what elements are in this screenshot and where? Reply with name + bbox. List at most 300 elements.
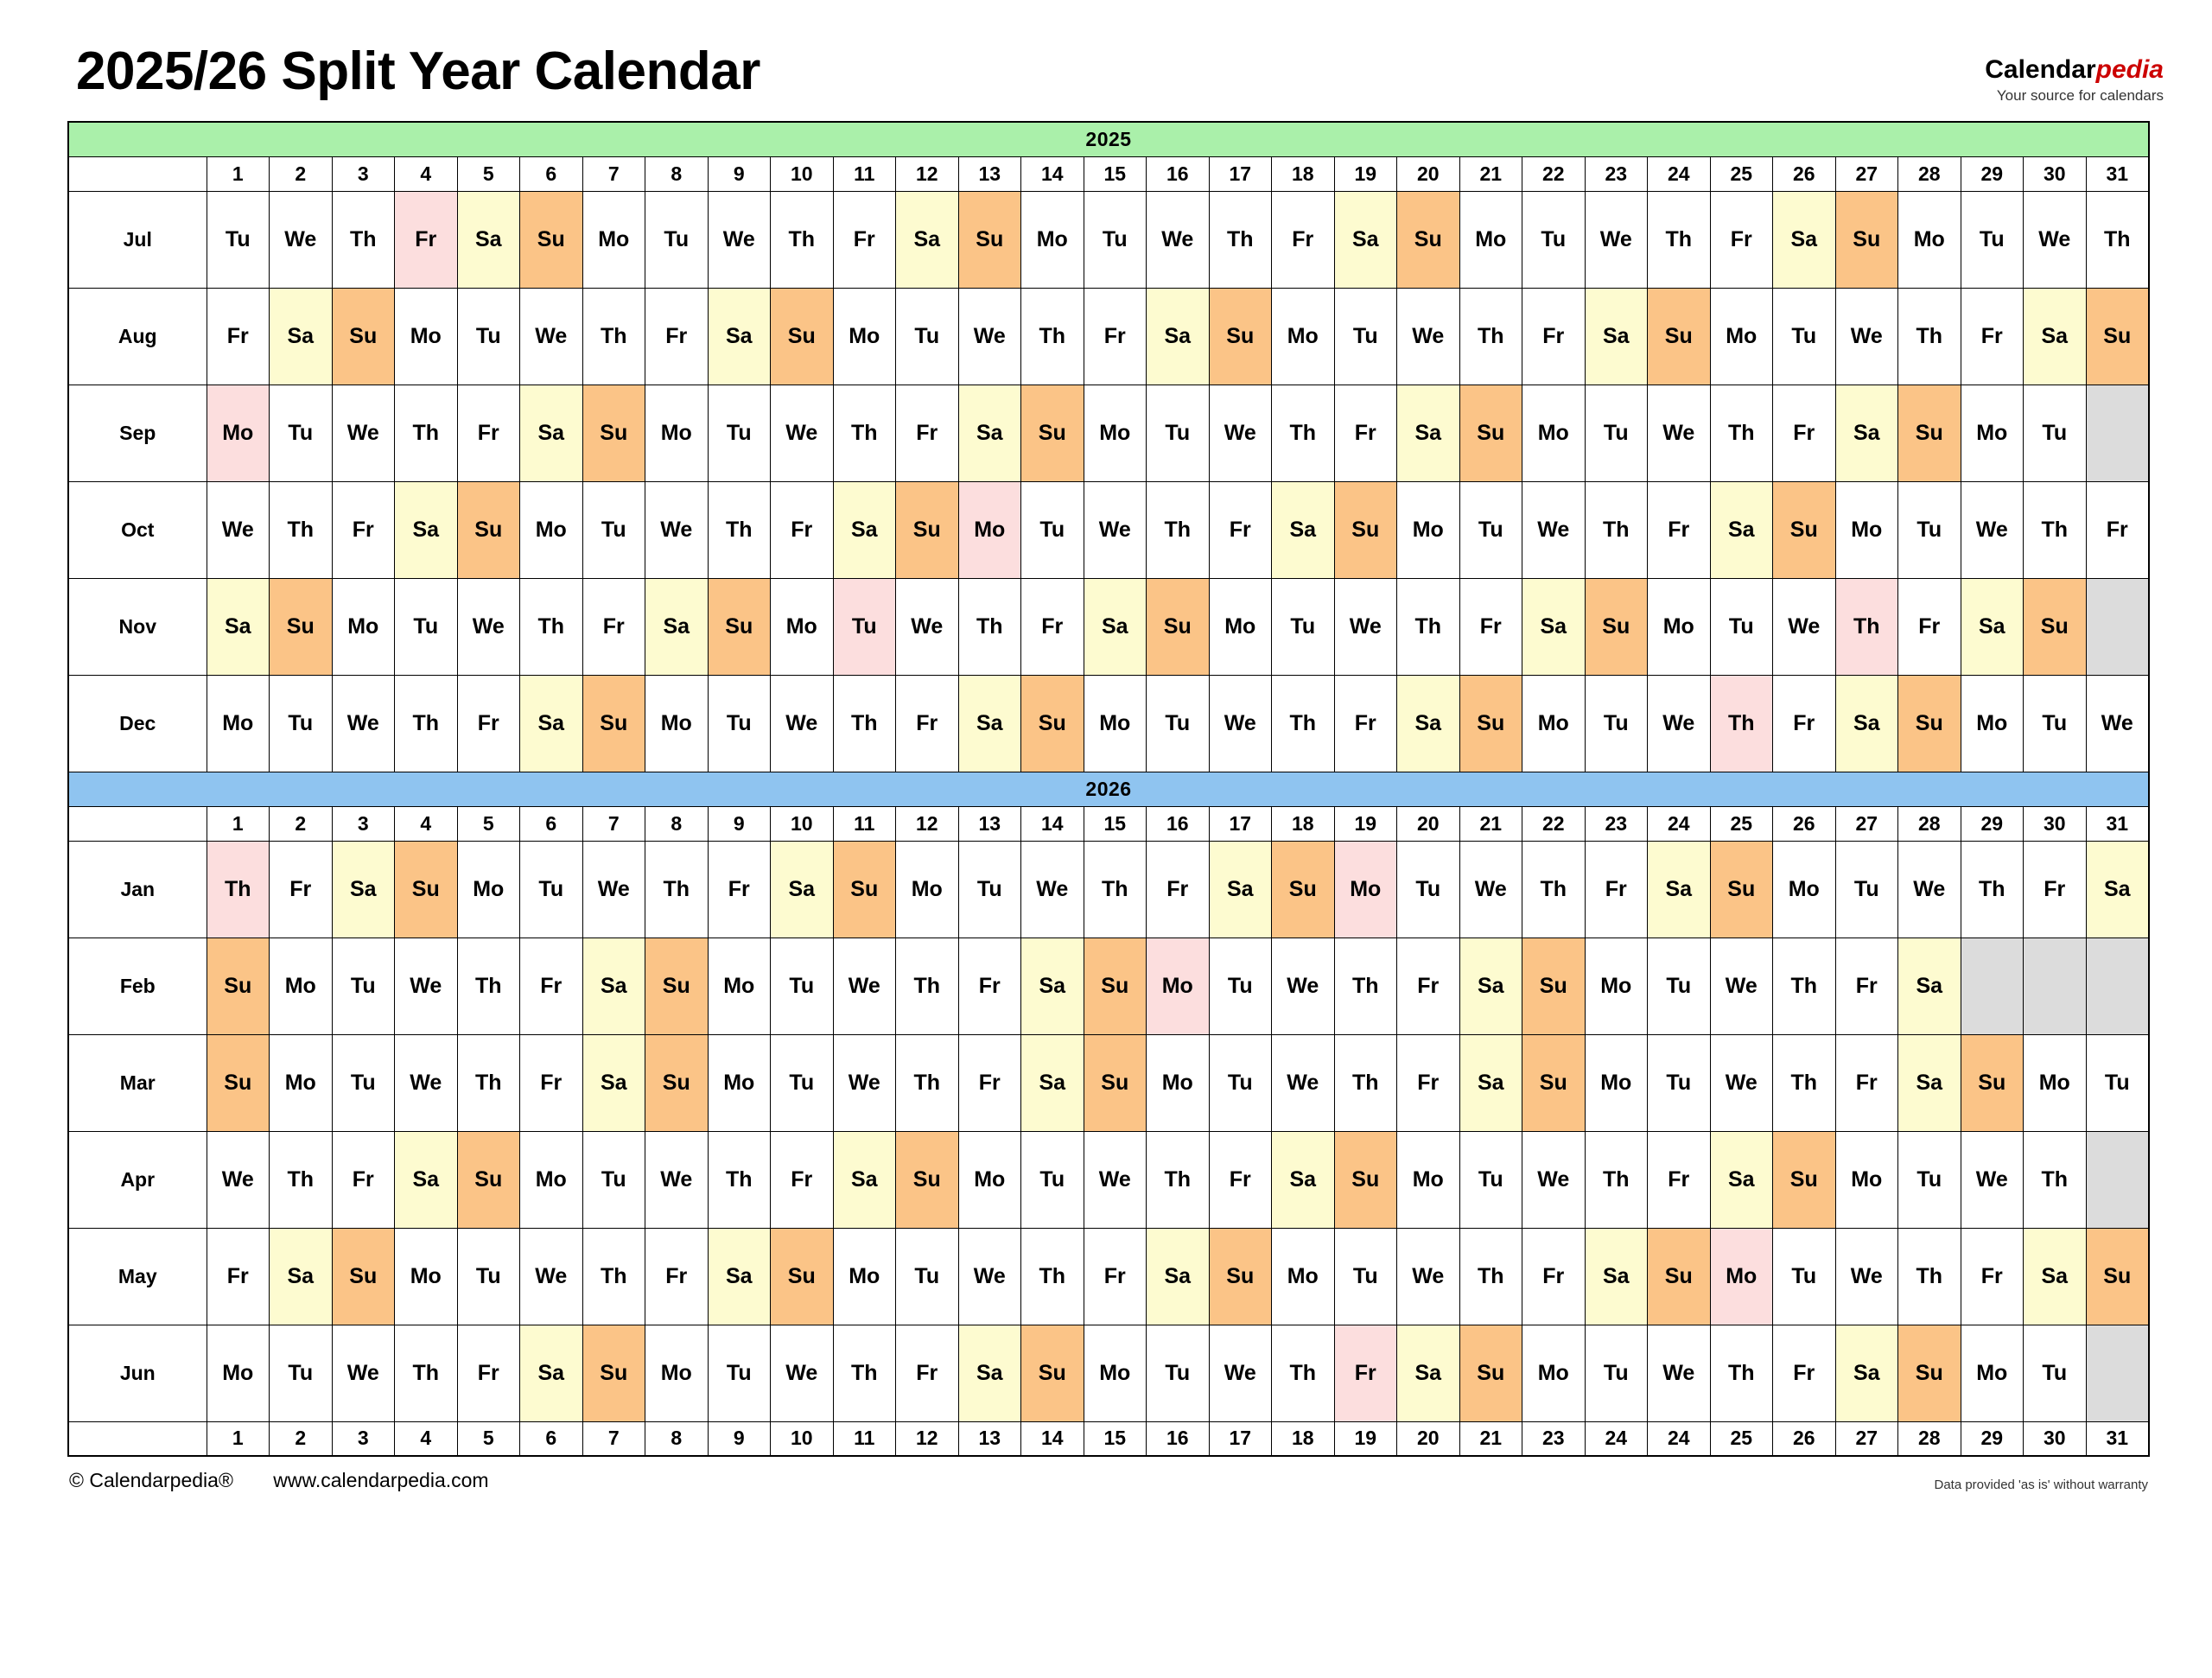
day-cell[interactable]: Th: [457, 1034, 520, 1131]
day-cell[interactable]: Mo: [332, 578, 395, 675]
day-cell[interactable]: Th: [1459, 288, 1522, 385]
day-cell[interactable]: Sa: [1522, 578, 1586, 675]
day-cell[interactable]: We: [1147, 191, 1210, 288]
day-cell[interactable]: Mo: [708, 1034, 771, 1131]
day-cell[interactable]: Mo: [520, 481, 583, 578]
day-cell[interactable]: Fr: [332, 481, 395, 578]
day-cell[interactable]: Tu: [270, 675, 333, 772]
day-cell[interactable]: Sa: [896, 191, 959, 288]
day-cell[interactable]: Mo: [270, 1034, 333, 1131]
day-cell[interactable]: Su: [1522, 1034, 1586, 1131]
day-cell[interactable]: Su: [1898, 1325, 1961, 1421]
day-cell[interactable]: We: [1021, 841, 1084, 938]
day-cell[interactable]: Sa: [1648, 841, 1711, 938]
day-cell[interactable]: Tu: [645, 191, 709, 288]
day-cell[interactable]: Fr: [582, 578, 645, 675]
empty-day-cell[interactable]: [1961, 938, 2024, 1034]
day-cell[interactable]: Th: [2086, 191, 2149, 288]
day-cell[interactable]: Th: [270, 481, 333, 578]
day-cell[interactable]: Su: [582, 1325, 645, 1421]
day-cell[interactable]: Mo: [1648, 578, 1711, 675]
day-cell[interactable]: Mo: [833, 1228, 896, 1325]
day-cell[interactable]: Fr: [207, 288, 270, 385]
day-cell[interactable]: Sa: [2024, 1228, 2087, 1325]
day-cell[interactable]: Su: [332, 288, 395, 385]
day-cell[interactable]: Sa: [270, 1228, 333, 1325]
day-cell[interactable]: Su: [270, 578, 333, 675]
day-cell[interactable]: We: [1334, 578, 1397, 675]
day-cell[interactable]: Su: [582, 385, 645, 481]
day-cell[interactable]: Sa: [1459, 1034, 1522, 1131]
day-cell[interactable]: Sa: [1835, 385, 1898, 481]
day-cell[interactable]: Mo: [833, 288, 896, 385]
day-cell[interactable]: Mo: [771, 578, 834, 675]
day-cell[interactable]: Su: [771, 288, 834, 385]
day-cell[interactable]: Tu: [771, 1034, 834, 1131]
day-cell[interactable]: Th: [1648, 191, 1711, 288]
day-cell[interactable]: Sa: [520, 1325, 583, 1421]
day-cell[interactable]: We: [958, 288, 1021, 385]
day-cell[interactable]: Fr: [270, 841, 333, 938]
day-cell[interactable]: Th: [1084, 841, 1147, 938]
day-cell[interactable]: Su: [1898, 675, 1961, 772]
day-cell[interactable]: Tu: [1522, 191, 1586, 288]
day-cell[interactable]: Su: [582, 675, 645, 772]
day-cell[interactable]: Mo: [645, 675, 709, 772]
day-cell[interactable]: Mo: [270, 938, 333, 1034]
day-cell[interactable]: Mo: [1773, 841, 1836, 938]
day-cell[interactable]: Th: [1898, 1228, 1961, 1325]
day-cell[interactable]: Tu: [896, 1228, 959, 1325]
day-cell[interactable]: Tu: [2024, 385, 2087, 481]
day-cell[interactable]: We: [771, 1325, 834, 1421]
day-cell[interactable]: Fr: [645, 288, 709, 385]
day-cell[interactable]: Th: [457, 938, 520, 1034]
day-cell[interactable]: We: [2024, 191, 2087, 288]
day-cell[interactable]: Tu: [1710, 578, 1773, 675]
day-cell[interactable]: Su: [2086, 288, 2149, 385]
day-cell[interactable]: Sa: [395, 481, 458, 578]
day-cell[interactable]: Th: [582, 288, 645, 385]
day-cell[interactable]: Fr: [1648, 481, 1711, 578]
day-cell[interactable]: We: [1084, 481, 1147, 578]
day-cell[interactable]: Su: [1585, 578, 1648, 675]
day-cell[interactable]: Tu: [1459, 481, 1522, 578]
day-cell[interactable]: Tu: [958, 841, 1021, 938]
day-cell[interactable]: Mo: [395, 288, 458, 385]
day-cell[interactable]: We: [1961, 481, 2024, 578]
day-cell[interactable]: Mo: [1021, 191, 1084, 288]
day-cell[interactable]: We: [520, 288, 583, 385]
empty-day-cell[interactable]: [2024, 938, 2087, 1034]
day-cell[interactable]: Fr: [896, 385, 959, 481]
day-cell[interactable]: Th: [582, 1228, 645, 1325]
day-cell[interactable]: Th: [2024, 481, 2087, 578]
day-cell[interactable]: Fr: [1334, 675, 1397, 772]
day-cell[interactable]: Fr: [958, 938, 1021, 1034]
day-cell[interactable]: Fr: [457, 385, 520, 481]
day-cell[interactable]: We: [833, 938, 896, 1034]
day-cell[interactable]: Th: [1835, 578, 1898, 675]
day-cell[interactable]: Sa: [582, 938, 645, 1034]
day-cell[interactable]: Fr: [1648, 1131, 1711, 1228]
day-cell[interactable]: Mo: [1835, 481, 1898, 578]
day-cell[interactable]: Mo: [1397, 481, 1460, 578]
day-cell[interactable]: Mo: [1522, 1325, 1586, 1421]
day-cell[interactable]: Tu: [270, 385, 333, 481]
day-cell[interactable]: Su: [1898, 385, 1961, 481]
day-cell[interactable]: Tu: [520, 841, 583, 938]
day-cell[interactable]: Mo: [1272, 1228, 1335, 1325]
day-cell[interactable]: Sa: [1272, 1131, 1335, 1228]
day-cell[interactable]: We: [1648, 1325, 1711, 1421]
day-cell[interactable]: Th: [1773, 1034, 1836, 1131]
day-cell[interactable]: Th: [2024, 1131, 2087, 1228]
day-cell[interactable]: Mo: [1710, 288, 1773, 385]
day-cell[interactable]: Sa: [1021, 938, 1084, 1034]
day-cell[interactable]: Fr: [520, 1034, 583, 1131]
day-cell[interactable]: Th: [1272, 1325, 1335, 1421]
day-cell[interactable]: Tu: [896, 288, 959, 385]
day-cell[interactable]: Sa: [1898, 938, 1961, 1034]
day-cell[interactable]: Fr: [207, 1228, 270, 1325]
day-cell[interactable]: Mo: [1710, 1228, 1773, 1325]
day-cell[interactable]: We: [708, 191, 771, 288]
day-cell[interactable]: We: [1648, 385, 1711, 481]
day-cell[interactable]: Mo: [1585, 938, 1648, 1034]
day-cell[interactable]: Th: [1459, 1228, 1522, 1325]
day-cell[interactable]: Mo: [1961, 675, 2024, 772]
day-cell[interactable]: Fr: [520, 938, 583, 1034]
day-cell[interactable]: Su: [395, 841, 458, 938]
day-cell[interactable]: Su: [1397, 191, 1460, 288]
day-cell[interactable]: Tu: [1147, 385, 1210, 481]
day-cell[interactable]: Th: [958, 578, 1021, 675]
day-cell[interactable]: Su: [1648, 1228, 1711, 1325]
day-cell[interactable]: Th: [1272, 385, 1335, 481]
day-cell[interactable]: Fr: [1961, 288, 2024, 385]
day-cell[interactable]: Th: [395, 1325, 458, 1421]
day-cell[interactable]: Fr: [771, 1131, 834, 1228]
day-cell[interactable]: Fr: [833, 191, 896, 288]
day-cell[interactable]: Sa: [2086, 841, 2149, 938]
day-cell[interactable]: Tu: [1334, 1228, 1397, 1325]
day-cell[interactable]: Th: [1397, 578, 1460, 675]
day-cell[interactable]: Tu: [395, 578, 458, 675]
day-cell[interactable]: Su: [1209, 1228, 1272, 1325]
day-cell[interactable]: Fr: [1272, 191, 1335, 288]
day-cell[interactable]: Su: [645, 938, 709, 1034]
day-cell[interactable]: Sa: [1459, 938, 1522, 1034]
day-cell[interactable]: Su: [1459, 675, 1522, 772]
day-cell[interactable]: Tu: [2024, 1325, 2087, 1421]
day-cell[interactable]: Su: [958, 191, 1021, 288]
day-cell[interactable]: We: [457, 578, 520, 675]
day-cell[interactable]: Tu: [1397, 841, 1460, 938]
day-cell[interactable]: Fr: [1084, 288, 1147, 385]
day-cell[interactable]: Mo: [1459, 191, 1522, 288]
day-cell[interactable]: Sa: [1397, 1325, 1460, 1421]
day-cell[interactable]: Sa: [1835, 675, 1898, 772]
day-cell[interactable]: We: [1898, 841, 1961, 938]
day-cell[interactable]: Su: [1209, 288, 1272, 385]
day-cell[interactable]: Fr: [1147, 841, 1210, 938]
empty-day-cell[interactable]: [2086, 385, 2149, 481]
day-cell[interactable]: Fr: [1209, 481, 1272, 578]
day-cell[interactable]: We: [1522, 1131, 1586, 1228]
day-cell[interactable]: Mo: [1961, 385, 2024, 481]
day-cell[interactable]: Th: [1334, 1034, 1397, 1131]
day-cell[interactable]: Sa: [1272, 481, 1335, 578]
day-cell[interactable]: We: [1835, 1228, 1898, 1325]
day-cell[interactable]: We: [771, 385, 834, 481]
empty-day-cell[interactable]: [2086, 938, 2149, 1034]
day-cell[interactable]: Su: [1835, 191, 1898, 288]
day-cell[interactable]: Th: [270, 1131, 333, 1228]
day-cell[interactable]: Mo: [1334, 841, 1397, 938]
day-cell[interactable]: We: [1522, 481, 1586, 578]
day-cell[interactable]: We: [332, 1325, 395, 1421]
day-cell[interactable]: Su: [1773, 1131, 1836, 1228]
day-cell[interactable]: Mo: [582, 191, 645, 288]
day-cell[interactable]: Fr: [1898, 578, 1961, 675]
day-cell[interactable]: Su: [332, 1228, 395, 1325]
day-cell[interactable]: Sa: [833, 481, 896, 578]
day-cell[interactable]: Sa: [958, 675, 1021, 772]
day-cell[interactable]: Tu: [457, 288, 520, 385]
day-cell[interactable]: We: [645, 1131, 709, 1228]
day-cell[interactable]: Tu: [1961, 191, 2024, 288]
empty-day-cell[interactable]: [2086, 578, 2149, 675]
day-cell[interactable]: Mo: [2024, 1034, 2087, 1131]
day-cell[interactable]: Fr: [395, 191, 458, 288]
day-cell[interactable]: We: [2086, 675, 2149, 772]
day-cell[interactable]: Sa: [958, 1325, 1021, 1421]
day-cell[interactable]: Mo: [645, 385, 709, 481]
day-cell[interactable]: Fr: [771, 481, 834, 578]
day-cell[interactable]: Su: [708, 578, 771, 675]
day-cell[interactable]: Su: [1710, 841, 1773, 938]
day-cell[interactable]: Sa: [2024, 288, 2087, 385]
day-cell[interactable]: Fr: [708, 841, 771, 938]
day-cell[interactable]: Su: [1147, 578, 1210, 675]
day-cell[interactable]: Tu: [1648, 938, 1711, 1034]
day-cell[interactable]: Th: [833, 1325, 896, 1421]
website-link[interactable]: www.calendarpedia.com: [273, 1469, 489, 1491]
day-cell[interactable]: Su: [1773, 481, 1836, 578]
day-cell[interactable]: Fr: [958, 1034, 1021, 1131]
day-cell[interactable]: Tu: [1773, 288, 1836, 385]
day-cell[interactable]: Mo: [1084, 1325, 1147, 1421]
day-cell[interactable]: Mo: [1147, 1034, 1210, 1131]
empty-day-cell[interactable]: [2086, 1131, 2149, 1228]
day-cell[interactable]: We: [395, 1034, 458, 1131]
day-cell[interactable]: Mo: [1209, 578, 1272, 675]
day-cell[interactable]: Sa: [771, 841, 834, 938]
day-cell[interactable]: Sa: [332, 841, 395, 938]
day-cell[interactable]: Su: [1084, 938, 1147, 1034]
day-cell[interactable]: Th: [896, 1034, 959, 1131]
day-cell[interactable]: Sa: [1084, 578, 1147, 675]
day-cell[interactable]: Tu: [332, 1034, 395, 1131]
day-cell[interactable]: Su: [896, 1131, 959, 1228]
day-cell[interactable]: Th: [1021, 288, 1084, 385]
day-cell[interactable]: Mo: [1272, 288, 1335, 385]
day-cell[interactable]: Th: [1334, 938, 1397, 1034]
day-cell[interactable]: We: [207, 481, 270, 578]
day-cell[interactable]: We: [833, 1034, 896, 1131]
day-cell[interactable]: Sa: [1585, 288, 1648, 385]
day-cell[interactable]: We: [1084, 1131, 1147, 1228]
day-cell[interactable]: We: [520, 1228, 583, 1325]
day-cell[interactable]: Tu: [1021, 481, 1084, 578]
day-cell[interactable]: Sa: [207, 578, 270, 675]
day-cell[interactable]: Sa: [708, 1228, 771, 1325]
day-cell[interactable]: Su: [1272, 841, 1335, 938]
day-cell[interactable]: We: [1397, 1228, 1460, 1325]
day-cell[interactable]: Mo: [1397, 1131, 1460, 1228]
day-cell[interactable]: Su: [1648, 288, 1711, 385]
day-cell[interactable]: Fr: [1084, 1228, 1147, 1325]
day-cell[interactable]: Fr: [2024, 841, 2087, 938]
day-cell[interactable]: Tu: [207, 191, 270, 288]
day-cell[interactable]: Su: [1459, 385, 1522, 481]
day-cell[interactable]: Mo: [457, 841, 520, 938]
day-cell[interactable]: Mo: [1585, 1034, 1648, 1131]
day-cell[interactable]: Tu: [2086, 1034, 2149, 1131]
day-cell[interactable]: Sa: [582, 1034, 645, 1131]
day-cell[interactable]: Sa: [457, 191, 520, 288]
day-cell[interactable]: Th: [1961, 841, 2024, 938]
day-cell[interactable]: Sa: [958, 385, 1021, 481]
day-cell[interactable]: Mo: [1522, 675, 1586, 772]
day-cell[interactable]: Sa: [1147, 288, 1210, 385]
day-cell[interactable]: Fr: [1522, 1228, 1586, 1325]
day-cell[interactable]: Fr: [1334, 1325, 1397, 1421]
day-cell[interactable]: We: [1272, 1034, 1335, 1131]
day-cell[interactable]: Sa: [1334, 191, 1397, 288]
day-cell[interactable]: Sa: [1021, 1034, 1084, 1131]
day-cell[interactable]: Tu: [1898, 481, 1961, 578]
day-cell[interactable]: Fr: [1397, 938, 1460, 1034]
day-cell[interactable]: Su: [1522, 938, 1586, 1034]
day-cell[interactable]: Th: [1585, 1131, 1648, 1228]
day-cell[interactable]: Mo: [520, 1131, 583, 1228]
day-cell[interactable]: Tu: [708, 385, 771, 481]
day-cell[interactable]: Fr: [1773, 1325, 1836, 1421]
day-cell[interactable]: We: [1648, 675, 1711, 772]
day-cell[interactable]: Su: [207, 1034, 270, 1131]
day-cell[interactable]: Mo: [1961, 1325, 2024, 1421]
day-cell[interactable]: Sa: [708, 288, 771, 385]
day-cell[interactable]: Sa: [1397, 385, 1460, 481]
day-cell[interactable]: Su: [457, 481, 520, 578]
day-cell[interactable]: Th: [1147, 481, 1210, 578]
day-cell[interactable]: Th: [1710, 385, 1773, 481]
day-cell[interactable]: We: [1961, 1131, 2024, 1228]
day-cell[interactable]: We: [207, 1131, 270, 1228]
day-cell[interactable]: Fr: [1021, 578, 1084, 675]
day-cell[interactable]: Th: [1585, 481, 1648, 578]
day-cell[interactable]: Sa: [1710, 481, 1773, 578]
day-cell[interactable]: Fr: [2086, 481, 2149, 578]
day-cell[interactable]: We: [332, 675, 395, 772]
day-cell[interactable]: Fr: [1334, 385, 1397, 481]
day-cell[interactable]: Fr: [1459, 578, 1522, 675]
day-cell[interactable]: Th: [896, 938, 959, 1034]
day-cell[interactable]: We: [645, 481, 709, 578]
day-cell[interactable]: Mo: [1084, 675, 1147, 772]
day-cell[interactable]: Th: [833, 675, 896, 772]
day-cell[interactable]: Tu: [1898, 1131, 1961, 1228]
day-cell[interactable]: Th: [1710, 675, 1773, 772]
day-cell[interactable]: Tu: [1021, 1131, 1084, 1228]
day-cell[interactable]: Tu: [332, 938, 395, 1034]
day-cell[interactable]: Tu: [1272, 578, 1335, 675]
day-cell[interactable]: Fr: [1710, 191, 1773, 288]
day-cell[interactable]: We: [1585, 191, 1648, 288]
day-cell[interactable]: Tu: [1334, 288, 1397, 385]
day-cell[interactable]: Tu: [1585, 385, 1648, 481]
day-cell[interactable]: Su: [1021, 1325, 1084, 1421]
day-cell[interactable]: We: [771, 675, 834, 772]
day-cell[interactable]: Fr: [1522, 288, 1586, 385]
day-cell[interactable]: We: [1397, 288, 1460, 385]
day-cell[interactable]: Tu: [833, 578, 896, 675]
day-cell[interactable]: Fr: [1773, 385, 1836, 481]
day-cell[interactable]: Su: [2086, 1228, 2149, 1325]
day-cell[interactable]: Tu: [1459, 1131, 1522, 1228]
day-cell[interactable]: Mo: [645, 1325, 709, 1421]
day-cell[interactable]: We: [1209, 675, 1272, 772]
day-cell[interactable]: Sa: [1209, 841, 1272, 938]
day-cell[interactable]: We: [896, 578, 959, 675]
day-cell[interactable]: Mo: [958, 1131, 1021, 1228]
day-cell[interactable]: Sa: [1835, 1325, 1898, 1421]
day-cell[interactable]: Fr: [1773, 675, 1836, 772]
day-cell[interactable]: Su: [1961, 1034, 2024, 1131]
day-cell[interactable]: We: [582, 841, 645, 938]
day-cell[interactable]: We: [1209, 385, 1272, 481]
day-cell[interactable]: Tu: [1648, 1034, 1711, 1131]
day-cell[interactable]: Tu: [457, 1228, 520, 1325]
day-cell[interactable]: Tu: [708, 675, 771, 772]
day-cell[interactable]: Fr: [896, 1325, 959, 1421]
day-cell[interactable]: We: [958, 1228, 1021, 1325]
day-cell[interactable]: Th: [1898, 288, 1961, 385]
day-cell[interactable]: Th: [520, 578, 583, 675]
day-cell[interactable]: We: [1459, 841, 1522, 938]
day-cell[interactable]: Fr: [645, 1228, 709, 1325]
day-cell[interactable]: Th: [708, 1131, 771, 1228]
day-cell[interactable]: Th: [1522, 841, 1586, 938]
day-cell[interactable]: Tu: [1835, 841, 1898, 938]
day-cell[interactable]: Tu: [1209, 1034, 1272, 1131]
day-cell[interactable]: Su: [1334, 1131, 1397, 1228]
day-cell[interactable]: Th: [1021, 1228, 1084, 1325]
day-cell[interactable]: Mo: [708, 938, 771, 1034]
day-cell[interactable]: We: [1773, 578, 1836, 675]
day-cell[interactable]: Sa: [645, 578, 709, 675]
day-cell[interactable]: Tu: [708, 1325, 771, 1421]
day-cell[interactable]: Th: [332, 191, 395, 288]
day-cell[interactable]: Tu: [1585, 675, 1648, 772]
day-cell[interactable]: Sa: [395, 1131, 458, 1228]
day-cell[interactable]: Sa: [833, 1131, 896, 1228]
day-cell[interactable]: Tu: [270, 1325, 333, 1421]
day-cell[interactable]: Tu: [1084, 191, 1147, 288]
day-cell[interactable]: Th: [645, 841, 709, 938]
